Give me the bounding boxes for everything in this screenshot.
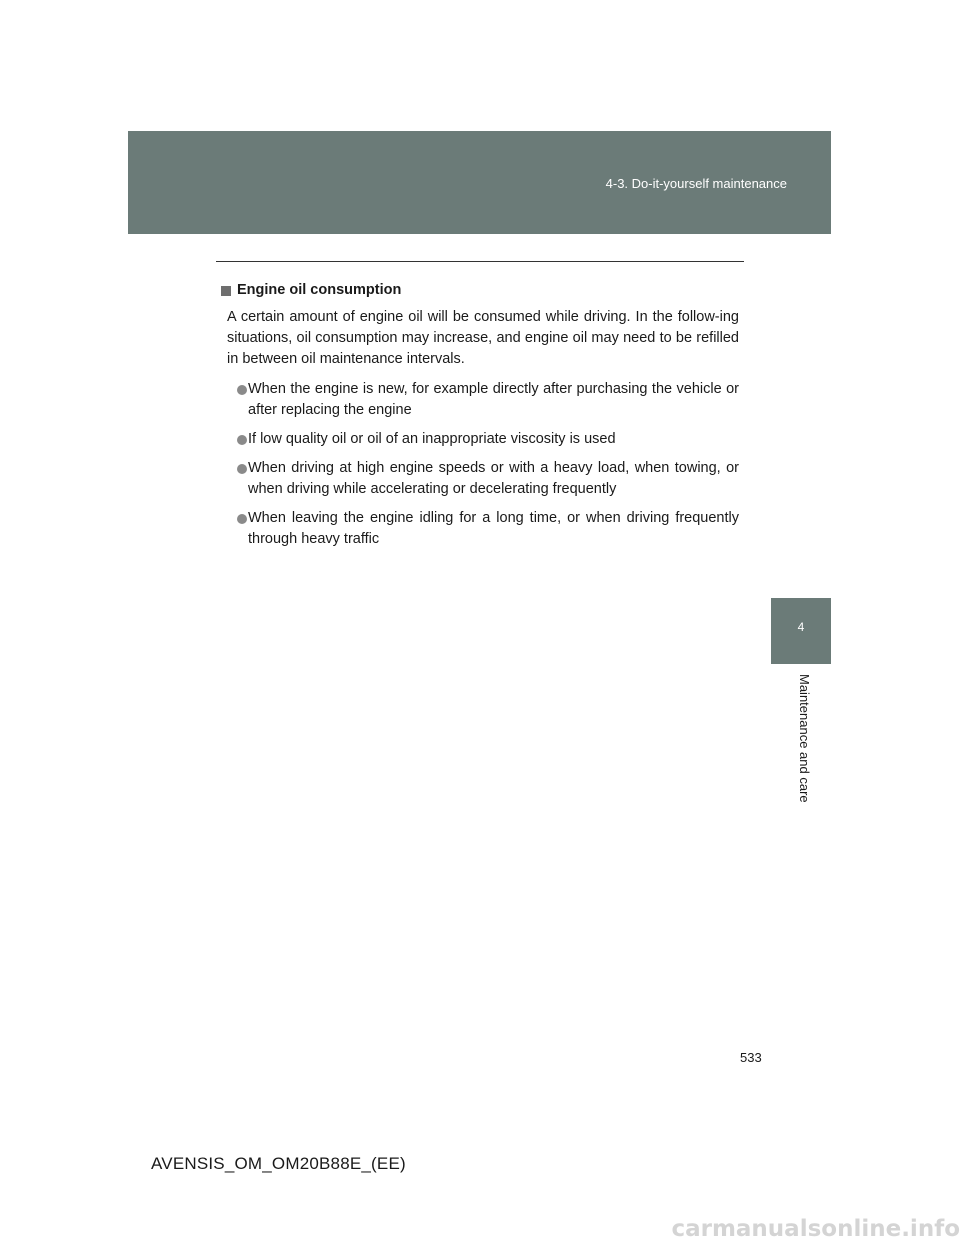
- chapter-number: 4: [797, 620, 805, 634]
- circle-bullet-icon: [237, 464, 247, 474]
- watermark: carmanualsonline.info: [671, 1216, 960, 1242]
- chapter-label: Maintenance and care: [797, 674, 812, 803]
- document-code: AVENSIS_OM_OM20B88E_(EE): [151, 1154, 406, 1173]
- header-divider: [216, 261, 744, 262]
- intro-paragraph: A certain amount of engine oil will be consumed while driving. In the follow-ing situations, oil consumption may increase, and engine oil may need to be refilled in between oil maintenance intervals.: [227, 309, 739, 367]
- chapter-tab: [771, 598, 831, 664]
- list-item: [221, 508, 739, 550]
- list-item: [221, 458, 739, 500]
- list-item-text: When the engine is new, for example directly after purchasing the vehicle or after replacing the engine: [248, 381, 739, 418]
- list-item-text: When driving at high engine speeds or with a heavy load, when towing, or when driving while accelerating or decelerating frequently: [248, 460, 739, 497]
- circle-bullet-icon: [237, 385, 247, 395]
- condition-list: [221, 379, 739, 550]
- subsection-heading-text: Engine oil consumption: [237, 282, 402, 298]
- circle-bullet-icon: [237, 514, 247, 524]
- subsection-heading: [221, 280, 739, 301]
- page-content: [221, 280, 739, 558]
- page-number: 533: [740, 1050, 762, 1065]
- list-item: [221, 429, 739, 450]
- circle-bullet-icon: [237, 435, 247, 445]
- square-bullet-icon: [221, 286, 231, 296]
- list-item-text: When leaving the engine idling for a long time, or when driving frequently through heavy traffic: [248, 510, 739, 547]
- section-title: 4-3. Do-it-yourself maintenance: [605, 176, 787, 191]
- section-header-band: [128, 131, 831, 234]
- list-item-text: If low quality oil or oil of an inappropriate viscosity is used: [248, 431, 616, 447]
- list-item: [221, 379, 739, 421]
